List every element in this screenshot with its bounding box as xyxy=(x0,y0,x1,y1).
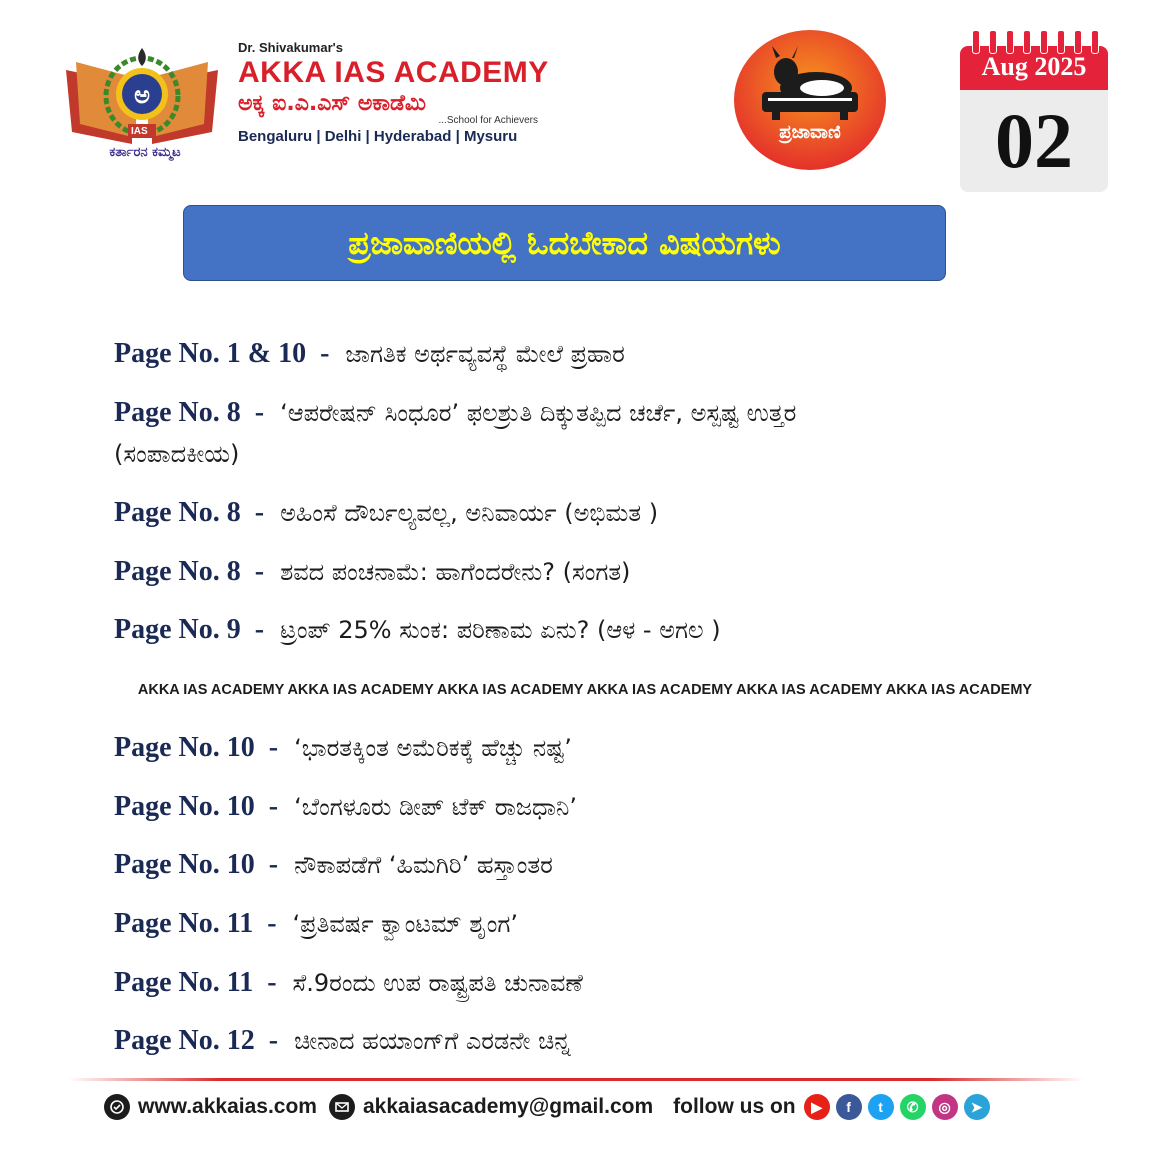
article-title: ‘ಆಪರೇಷನ್ ಸಿಂಧೂರ’ ಫಲಶ್ರುತಿ ದಿಕ್ಕುತಪ್ಪಿದ ಚರ್ಚೆ, ಅಸ್ಪಷ್ಟ ಉತ್ತರ xyxy=(280,399,797,427)
article-title-continuation: (ಸಂಪಾದಕೀಯ) xyxy=(114,440,240,468)
brand-block xyxy=(238,40,558,145)
watermark-text: AKKA IAS ACADEMY AKKA IAS ACADEMY AKKA IAS ACADEMY AKKA IAS ACADEMY AKKA IAS ACADEMY AKKA IAS ACADEMY xyxy=(137,682,1033,698)
footer-divider xyxy=(68,1078,1084,1081)
calendar-ring-icon xyxy=(1023,30,1031,54)
list-item-continuation xyxy=(114,438,1094,470)
email-link[interactable]: akkaiasacademy@gmail.com xyxy=(362,1095,654,1118)
list-item: Page No. 11 - ‘ಪ್ರತಿವರ್ಷ ಕ್ವಾಂಟಮ್ ಶೃಂಗ’ xyxy=(114,908,518,939)
brand-slogan: ...School for Achievers xyxy=(438,115,538,126)
calendar-ring-icon xyxy=(989,30,997,54)
list-item: Page No. 8 - ಅಹಿಂಸೆ ದೌರ್ಬಲ್ಯವಲ್ಲ, ಅನಿವಾರ್ಯ (ಅಭಿಮತ ) xyxy=(114,497,659,528)
twitter-icon[interactable]: t xyxy=(868,1094,894,1120)
email-icon xyxy=(329,1094,355,1120)
list-item: Page No. 10 - ‘ಭಾರತಕ್ಕಿಂತ ಅಮೆರಿಕಕ್ಕೆ ಹೆಚ್ಚು ನಷ್ಟ’ xyxy=(114,732,572,763)
youtube-icon[interactable]: ▶ xyxy=(804,1094,830,1120)
globe-icon xyxy=(104,1094,130,1120)
logo-tagline: ಕರ್ತಾರನ ಕಮ್ಮಟ xyxy=(109,145,181,160)
article-title: ಶವದ ಪಂಚನಾಮೆ: ಹಾಗೆಂದರೇನು? (ಸಂಗತ) xyxy=(280,558,631,586)
list-item: Page No. 1 & 10 - ಜಾಗತಿಕ ಅರ್ಥವ್ಯವಸ್ಥೆ ಮೇಲೆ ಪ್ರಹಾರ xyxy=(114,338,625,369)
list-item: Page No. 10 - ನೌಕಾಪಡೆಗೆ ‘ಹಿಮಗಿರಿ’ ಹಸ್ತಾಂತರ xyxy=(114,849,553,880)
brand-name: AKKA IAS ACADEMY xyxy=(238,56,549,89)
calendar-ring-icon xyxy=(1057,30,1065,54)
page-number: Page No. 11 xyxy=(114,908,254,939)
calendar-ring-icon xyxy=(972,30,980,54)
list-item: Page No. 12 - ಚೀನಾದ ಹಯಾಂಗ್‌ಗೆ ಎರಡನೇ ಚಿನ್ನ xyxy=(114,1025,571,1056)
article-title: ಚೀನಾದ ಹಯಾಂಗ್‌ಗೆ ಎರಡನೇ ಚಿನ್ನ xyxy=(294,1027,571,1055)
banner-title: ಪ್ರಜಾವಾಣಿಯಲ್ಲಿ ಓದಬೇಕಾದ ವಿಷಯಗಳು xyxy=(348,223,781,262)
prajavani-logo xyxy=(732,30,888,172)
date-calendar xyxy=(960,30,1108,192)
article-title: ‘ಬೆಂಗಳೂರು ಡೀಪ್ ಟೆಕ್ ರಾಜಧಾನಿ’ xyxy=(294,793,577,821)
article-title: ಜಾಗತಿಕ ಅರ್ಥವ್ಯವಸ್ಥೆ ಮೇಲೆ ಪ್ರಹಾರ xyxy=(345,340,625,368)
calendar-day: 02 xyxy=(995,97,1073,184)
section-banner xyxy=(183,205,946,281)
telegram-icon[interactable]: ➤ xyxy=(964,1094,990,1120)
prajavani-wordmark: ಪ್ರಜಾವಾಣಿ xyxy=(779,122,841,143)
page-number: Page No. 1 & 10 xyxy=(114,338,307,369)
list-item: Page No. 10 - ‘ಬೆಂಗಳೂರು ಡೀಪ್ ಟೆಕ್ ರಾಜಧಾನಿ’ xyxy=(114,791,577,822)
page-number: Page No. 8 xyxy=(114,397,241,428)
website-link[interactable]: www.akkaias.com xyxy=(138,1095,317,1118)
page-number: Page No. 12 xyxy=(114,1025,255,1056)
page-number: Page No. 11 xyxy=(114,967,254,998)
page-number: Page No. 8 xyxy=(114,497,241,528)
list-item: Page No. 8 - ಶವದ ಪಂಚನಾಮೆ: ಹಾಗೆಂದರೇನು? (ಸಂಗತ) xyxy=(114,556,631,587)
article-title: ಅಹಿಂಸೆ ದೌರ್ಬಲ್ಯವಲ್ಲ, ಅನಿವಾರ್ಯ (ಅಭಿಮತ ) xyxy=(280,499,659,527)
list-item: Page No. 11 - ಸೆ.9ರಂದು ಉಪ ರಾಷ್ಟ್ರಪತಿ ಚುನಾವಣೆ xyxy=(114,967,583,998)
calendar-ring-icon xyxy=(1006,30,1014,54)
page-number: Page No. 9 xyxy=(114,614,241,645)
brand-name-kannada: ಅಕ್ಕ ಐ.ಎ.ಎಸ್ ಅಕಾಡೆಮಿ xyxy=(238,91,426,116)
article-title: ನೌಕಾಪಡೆಗೆ ‘ಹಿಮಗಿರಿ’ ಹಸ್ತಾಂತರ xyxy=(294,851,553,879)
page-number: Page No. 8 xyxy=(114,556,241,587)
calendar-ring-icon xyxy=(1091,30,1099,54)
article-title: ‘ಪ್ರತಿವರ್ಷ ಕ್ವಾಂಟಮ್ ಶೃಂಗ’ xyxy=(292,910,518,938)
article-title: ಟ್ರಂಪ್ 25% ಸುಂಕ: ಪರಿಣಾಮ ಏನು? (ಆಳ - ಅಗಲ ) xyxy=(280,616,721,644)
footer xyxy=(104,1090,996,1124)
page-number: Page No. 10 xyxy=(114,732,255,763)
list-item: Page No. 8 - ‘ಆಪರೇಷನ್ ಸಿಂಧೂರ’ ಫಲಶ್ರುತಿ ದಿಕ್ಕುತಪ್ಪಿದ ಚರ್ಚೆ, ಅಸ್ಪಷ್ಟ ಉತ್ತರ xyxy=(114,397,797,428)
follow-label: follow us on xyxy=(673,1095,796,1118)
social-links xyxy=(804,1094,996,1120)
svg-text:ಅ: ಅ xyxy=(134,81,150,109)
calendar-month: Aug 2025 xyxy=(981,52,1087,81)
calendar-ring-icon xyxy=(1040,30,1048,54)
brand-subtitle: Dr. Shivakumar's xyxy=(238,40,343,55)
calendar-ring-icon xyxy=(1074,30,1082,54)
article-title: ‘ಭಾರತಕ್ಕಿಂತ ಅಮೆರಿಕಕ್ಕೆ ಹೆಚ್ಚು ನಷ್ಟ’ xyxy=(294,734,572,762)
logo-badge: IAS xyxy=(131,126,148,137)
whatsapp-icon[interactable]: ✆ xyxy=(900,1094,926,1120)
article-title: ಸೆ.9ರಂದು ಉಪ ರಾಷ್ಟ್ರಪತಿ ಚುನಾವಣೆ xyxy=(292,969,583,997)
instagram-icon[interactable]: ◎ xyxy=(932,1094,958,1120)
list-item: Page No. 9 - ಟ್ರಂಪ್ 25% ಸುಂಕ: ಪರಿಣಾಮ ಏನು? (ಆಳ - ಅಗಲ ) xyxy=(114,614,721,645)
brand-cities: Bengaluru | Delhi | Hyderabad | Mysuru xyxy=(238,128,518,145)
facebook-icon[interactable]: f xyxy=(836,1094,862,1120)
page-number: Page No. 10 xyxy=(114,791,255,822)
page-number: Page No. 10 xyxy=(114,849,255,880)
